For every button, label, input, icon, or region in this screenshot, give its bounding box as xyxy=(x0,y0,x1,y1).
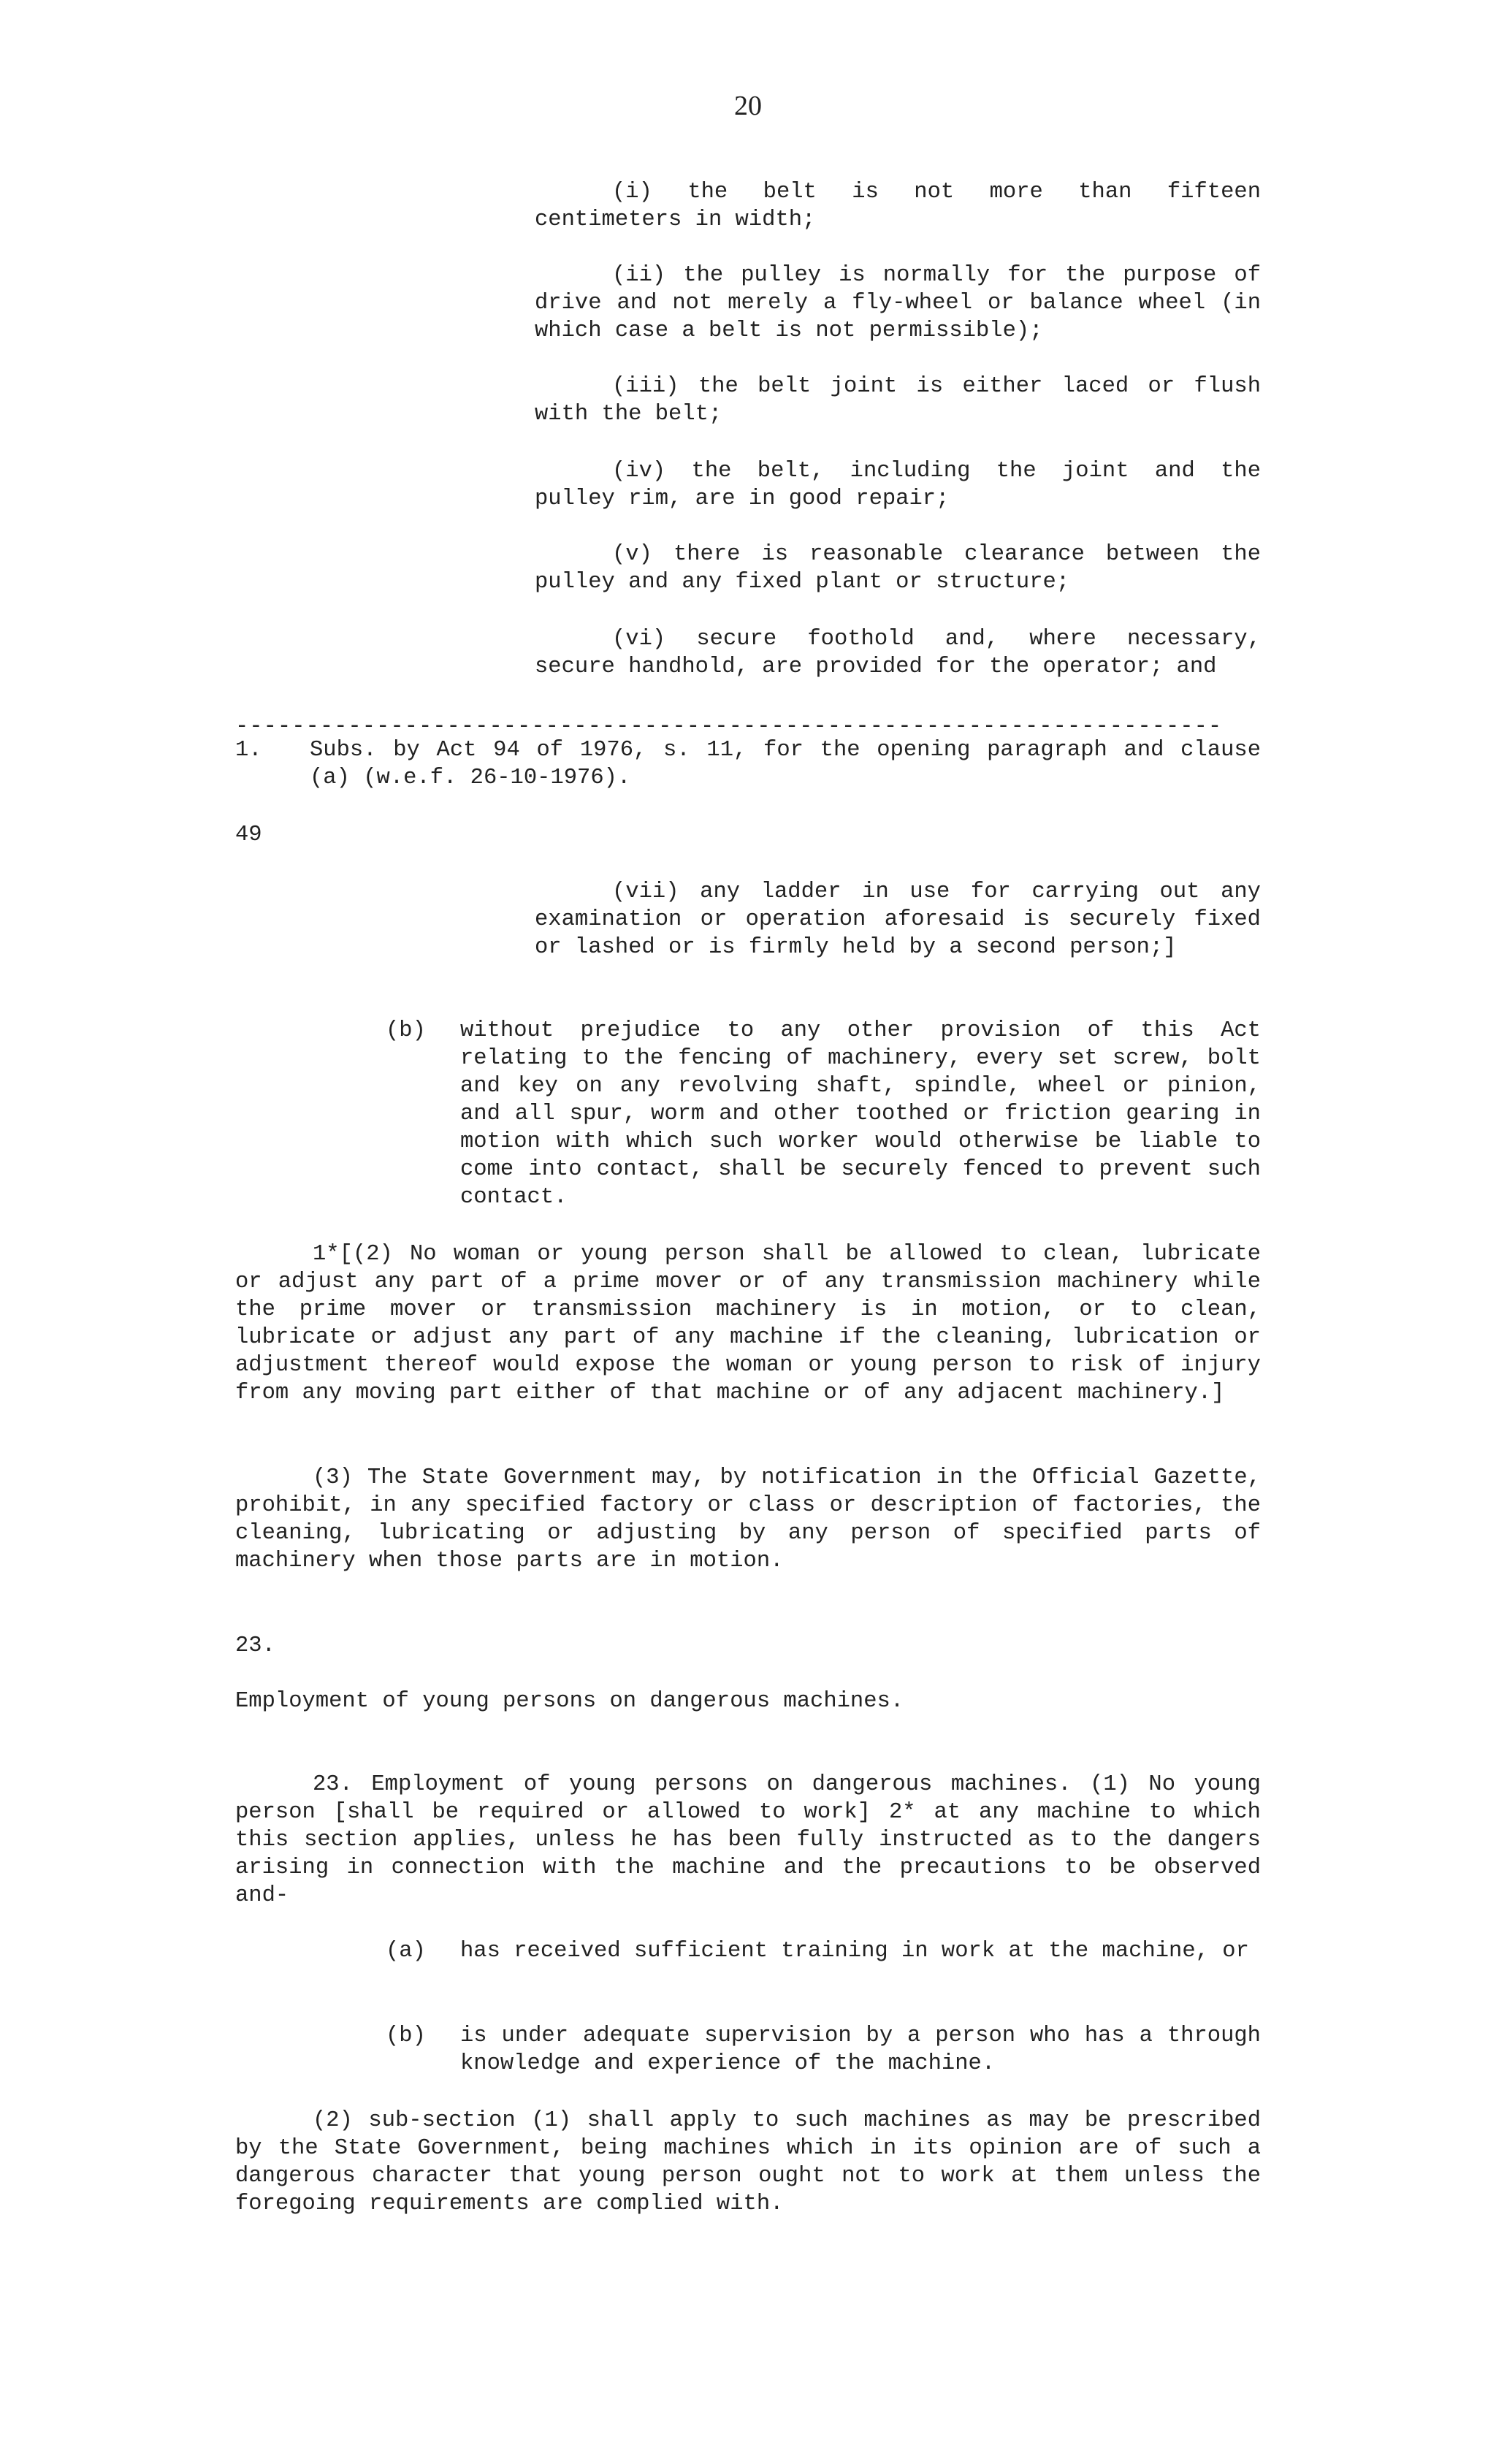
clause-b-text: without prejudice to any other provision of this Act relating to the fencing of machinery, every set screw, bolt and key on any revolving shaft, spindle, wheel or pinion, and all spur, worm and other toothed or friction gearing in motion with which such worker would otherwise be liable to come into contact, shall be securely fenced to prevent such contact. xyxy=(460,1018,1261,1210)
clause-vii: (vii) any ladder in use for carrying out any examination or operation aforesaid is securely fixed or lashed or is firmly held by a second person;] xyxy=(535,880,1261,960)
clause-iii: (iii) the belt joint is either laced or flush with the belt; xyxy=(535,374,1261,427)
item-a-label: (a) xyxy=(386,1939,426,1964)
page-number: 20 xyxy=(734,91,762,121)
section-heading: Employment of young persons on dangerous machines. xyxy=(235,1689,904,1714)
subsection-3: (3) The State Government may, by notification in the Official Gazette, prohibit, in any specified factory or class or description of factories, the cleaning, lubricating or adjusting by any person of specified parts of machinery when those parts are in motion. xyxy=(235,1465,1261,1574)
section-number: 23. xyxy=(235,1633,275,1658)
clause-v: (v) there is reasonable clearance between the pulley and any fixed plant or structure; xyxy=(535,542,1261,595)
clause-b-label: (b) xyxy=(386,1018,426,1043)
footnote-separator: ---------------------------------------------------------------------- xyxy=(235,720,1223,734)
section-23-subsection-1: 23. Employment of young persons on dangerous machines. (1) No young person [shall be required or allowed to work] 2* at any machine to which this section applies, unless he has been fully instructed as to the dangers arising in connection with the machine and the precautions to be observed and- xyxy=(235,1772,1261,1908)
footnote-text: Subs. by Act 94 of 1976, s. 11, for the opening paragraph and clause (a) (w.e.f. 26-10-1976). xyxy=(310,738,1261,790)
footnote-number: 1. xyxy=(235,738,262,763)
clause-vi: (vi) secure foothold and, where necessary, secure handhold, are provided for the operator; and xyxy=(535,627,1261,679)
item-b-text: is under adequate supervision by a person who has a through knowledge and experience of the machine. xyxy=(460,2024,1261,2076)
item-b-label: (b) xyxy=(386,2024,426,2048)
clause-ii: (ii) the pulley is normally for the purpose of drive and not merely a fly-wheel or balance wheel (in which case a belt is not permissible); xyxy=(535,263,1261,343)
subsection-2: 1*[(2) No woman or young person shall be allowed to clean, lubricate or adjust any part of a prime mover or of any transmission machinery while the prime mover or transmission machinery is in motion, or to clean, lubricate or adjust any part of any machine if the cleaning, lubrication or adjustment thereof would expose the woman or young person to risk of injury from any moving part either of that machine or of any adjacent machinery.] xyxy=(235,1242,1261,1405)
clause-i: (i) the belt is not more than fifteen centimeters in width; xyxy=(535,180,1261,232)
clause-iv: (iv) the belt, including the joint and the pulley rim, are in good repair; xyxy=(535,459,1261,511)
original-page-marker: 49 xyxy=(235,823,262,847)
item-a-text: has received sufficient training in work at the machine, or xyxy=(460,1939,1249,1964)
section-23-subsection-2: (2) sub-section (1) shall apply to such machines as may be prescribed by the State Government, being machines which in its opinion are of such a dangerous character that young person ought not to work at them unless the foregoing requirements are complied with. xyxy=(235,2108,1261,2216)
